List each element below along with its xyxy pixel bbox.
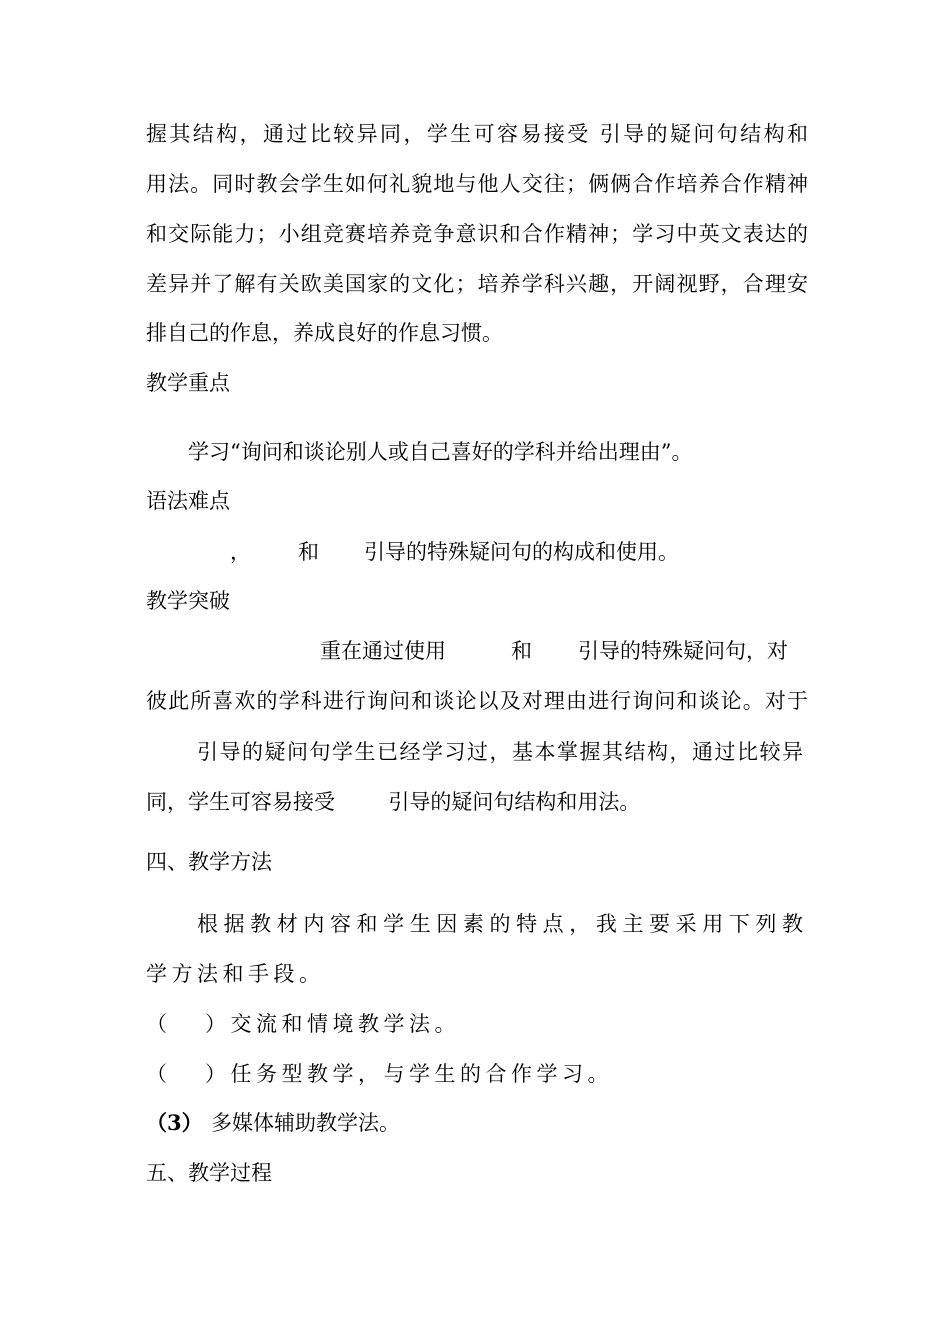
breakthrough-line-part: 引导的特殊疑问句，对 <box>578 639 788 663</box>
methods-list-item: 多媒体辅助教学法。 <box>211 1111 400 1135</box>
section-heading-teaching-breakthrough: 教学突破 <box>146 589 230 613</box>
teaching-focus-content: 学习“询问和谈论别人或自己喜好的学科并给出理由”。 <box>188 440 693 464</box>
section-heading-methods: 四、教学方法 <box>146 850 272 874</box>
methods-intro-line: 根据教材内容和学生因素的特点，我主要采用下列教 <box>197 912 803 936</box>
breakthrough-line-part: 重在通过使用 <box>320 639 446 663</box>
paragraph-line: 引导的疑问句学生已经学习过，基本掌握其结构，通过比较异 <box>197 740 803 764</box>
paragraph-line: 用法。同时教会学生如何礼貌地与他人交往；俩俩合作培养合作精神 <box>146 172 808 196</box>
grammar-difficulty-content: 引导的特殊疑问句的构成和使用。 <box>364 540 679 564</box>
methods-list-item-number: （3） <box>146 1110 203 1135</box>
section-heading-teaching-focus: 教学重点 <box>146 371 230 395</box>
methods-list-item: （ ）任务型教学，与学生的合作学习。 <box>146 1062 614 1086</box>
paragraph-line: 差异并了解有关欧美国家的文化；培养学科兴趣，开阔视野，合理安 <box>146 272 808 296</box>
section-heading-grammar-difficulty: 语法难点 <box>146 489 230 513</box>
paragraph-line: 握其结构，通过比较异同，学生可容易接受 引导的疑问句结构和 <box>146 122 808 146</box>
grammar-comma: ， <box>230 540 251 564</box>
section-heading-process: 五、教学过程 <box>146 1161 272 1185</box>
paragraph-line: 和交际能力；小组竞赛培养竞争意识和合作精神；学习中英文表达的 <box>146 222 808 246</box>
methods-list-item: （ ）交流和情境教学法。 <box>146 1012 461 1036</box>
paragraph-line: 彼此所喜欢的学科进行询问和谈论以及对理由进行询问和谈论。对于 <box>146 689 808 713</box>
paragraph-line: 排自己的作息，养成良好的作息习惯。 <box>146 321 503 345</box>
methods-intro-line: 学方法和手段。 <box>146 962 325 986</box>
grammar-and: 和 <box>298 540 319 564</box>
breakthrough-line-part: 和 <box>511 639 532 663</box>
paragraph-line: 同，学生可容易接受 引导的疑问句结构和用法。 <box>146 790 641 814</box>
